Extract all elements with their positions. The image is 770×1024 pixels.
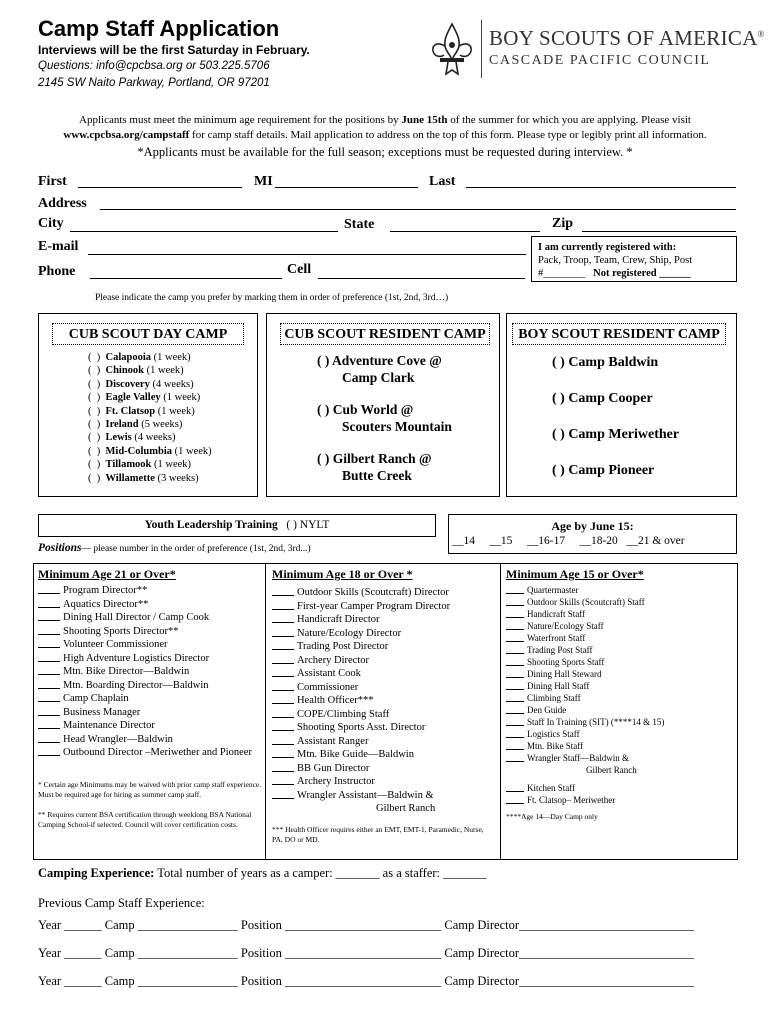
page-title: Camp Staff Application	[38, 16, 280, 41]
cub-day-camp-list	[88, 351, 212, 485]
cub-resident-option[interactable]: ( ) Cub World @ Scouters Mountain	[317, 402, 452, 434]
registration-number-line[interactable]: #________ Not registered ______	[538, 268, 691, 279]
position-option[interactable]: Trading Post Director	[272, 640, 450, 654]
col21-heading: Minimum Age 21 or Over*	[38, 567, 176, 581]
position-option[interactable]: COPE/Climbing Staff	[272, 708, 450, 722]
position-option[interactable]: Outdoor Skills (Scoutcraft) Director	[272, 586, 450, 600]
day-camp-option[interactable]: ( ) Eagle Valley (1 week)	[88, 392, 201, 404]
day-camp-option[interactable]: ( ) Chinook (1 week)	[88, 365, 184, 377]
previous-experience-label: Previous Camp Staff Experience:	[38, 896, 205, 910]
day-camp-option[interactable]: ( ) Tillamook (1 week)	[88, 459, 192, 471]
age-title: Age by June 15:	[551, 519, 634, 533]
experience-row[interactable]: Year ______ Camp ________________ Position _________________________ Camp Director____________________________	[38, 918, 695, 932]
day-camp-option[interactable]: ( ) Lewis (4 weeks)	[88, 432, 176, 444]
bsa-wordmark	[489, 26, 765, 51]
age-option[interactable]: __18-20	[579, 535, 618, 547]
intro-line-1: Applicants must meet the minimum age requirement for the positions by June 15th of the summer for which you are applying. Please visit	[79, 114, 691, 126]
col18-list	[272, 586, 450, 816]
state-label: State	[344, 217, 375, 232]
position-option[interactable]: Mtn. Boarding Director—Baldwin	[38, 679, 252, 693]
position-option[interactable]: Mtn. Bike Staff	[506, 740, 664, 752]
position-option[interactable]: Shooting Sports Director**	[38, 625, 252, 639]
youth-leadership-box	[38, 514, 436, 537]
position-option[interactable]: Wrangler Assistant—Baldwin &	[272, 789, 450, 803]
position-option[interactable]: Camp Chaplain	[38, 692, 252, 706]
address-field[interactable]	[100, 209, 736, 210]
email-field[interactable]	[88, 254, 526, 255]
position-option[interactable]: Program Director**	[38, 584, 252, 598]
col18-heading: Minimum Age 18 or Over *	[272, 567, 413, 581]
contact-info: Questions: info@cpcbsa.org or 503.225.5706	[38, 60, 270, 72]
experience-row[interactable]: Year ______ Camp ________________ Position _________________________ Camp Director____________________________	[38, 946, 695, 960]
last-name-field[interactable]	[466, 187, 736, 188]
position-option[interactable]: Dining Hall Director / Camp Cook	[38, 611, 252, 625]
position-option[interactable]: Staff In Training (SIT) (****14 & 15)	[506, 716, 664, 728]
age-options	[452, 535, 685, 547]
col15-heading: Minimum Age 15 or Over*	[506, 567, 644, 581]
position-option[interactable]: Assistant Ranger	[272, 735, 450, 749]
position-option[interactable]: Wrangler Staff—Baldwin &	[506, 752, 664, 764]
zip-field[interactable]	[582, 231, 736, 232]
position-option[interactable]: Mtn. Bike Director—Baldwin	[38, 665, 252, 679]
registration-unit-types: Pack, Troop, Team, Crew, Ship, Post	[538, 255, 693, 266]
col21-footnote-2: ** Requires current BSA certification through weeklong BSA National Camping School-if selected. Council will cover certification costs.	[38, 810, 252, 829]
registration-box	[531, 236, 737, 282]
age-option[interactable]: __21 & over	[626, 535, 685, 547]
position-option[interactable]: Health Officer***	[272, 694, 450, 708]
position-option[interactable]: BB Gun Director	[272, 762, 450, 776]
position-option[interactable]: Dining Hall Staff	[506, 680, 664, 692]
first-name-label: First	[38, 174, 67, 189]
position-option[interactable]: Business Manager	[38, 706, 252, 720]
not-registered-option[interactable]: Not registered ______	[593, 268, 691, 279]
position-option[interactable]: Logistics Staff	[506, 728, 664, 740]
day-camp-option[interactable]: ( ) Mid-Columbia (1 week)	[88, 445, 212, 457]
col21-list	[38, 584, 252, 760]
camping-experience-line[interactable]: Camping Experience: Total number of years as a camper: _______ as a staffer: _______	[38, 866, 487, 880]
nylt-option[interactable]: ( ) NYLT	[286, 519, 330, 531]
middle-initial-label: MI	[254, 174, 273, 189]
intro-line-2: www.cpcbsa.org/campstaff for camp staff details. Mail application to address on the top of this form. Please type or legibly print all information.	[63, 129, 707, 141]
col15-footnote: ****Age 14—Day Camp only	[506, 812, 598, 821]
position-option[interactable]: Archery Instructor	[272, 775, 450, 789]
position-option[interactable]: Commissioner	[272, 681, 450, 695]
position-option[interactable]: Den Guide	[506, 704, 664, 716]
phone-label: Phone	[38, 264, 76, 279]
position-option[interactable]: Nature/Ecology Director	[272, 627, 450, 641]
ylt-label: Youth Leadership Training	[144, 519, 278, 531]
position-option-continued: Gilbert Ranch	[586, 765, 637, 775]
grid-divider-2	[500, 563, 501, 860]
cub-scout-resident-camp-title: CUB SCOUT RESIDENT CAMP	[280, 323, 490, 345]
city-label: City	[38, 216, 64, 231]
position-option[interactable]: Mtn. Bike Guide—Baldwin	[272, 748, 450, 762]
middle-initial-field[interactable]	[275, 187, 418, 188]
position-option[interactable]: Outdoor Skills (Scoutcraft) Staff	[506, 596, 664, 608]
boy-resident-option[interactable]: ( ) Camp Pioneer	[552, 463, 655, 478]
position-option[interactable]: Archery Director	[272, 654, 450, 668]
bsa-fleur-de-lis-logo	[428, 20, 476, 80]
mailing-address: 2145 SW Naito Parkway, Portland, OR 97201	[38, 77, 270, 89]
org-name: BOY SCOUTS OF AMERICA	[489, 26, 758, 50]
zip-label: Zip	[552, 216, 574, 231]
cub-resident-option[interactable]: ( ) Adventure Cove @ Camp Clark	[317, 353, 442, 385]
experience-row[interactable]: Year ______ Camp ________________ Position _________________________ Camp Director____________________________	[38, 974, 695, 988]
boy-resident-option[interactable]: ( ) Camp Meriwether	[552, 427, 680, 442]
email-label: E-mail	[38, 239, 79, 254]
council-name: CASCADE PACIFIC COUNCIL	[489, 53, 711, 68]
col18-footnote: *** Health Officer requires either an EMT, EMT-1, Paramedic, Nurse, PA, DO or MD.	[272, 825, 484, 844]
boy-resident-option[interactable]: ( ) Camp Baldwin	[552, 355, 659, 370]
position-option[interactable]: Climbing Staff	[506, 692, 664, 704]
position-option[interactable]: Dining Hall Steward	[506, 668, 664, 680]
position-option[interactable]: Nature/Ecology Staff	[506, 620, 664, 632]
boy-resident-option[interactable]: ( ) Camp Cooper	[552, 391, 653, 406]
position-option[interactable]: Quartermaster	[506, 584, 664, 596]
header-divider	[481, 20, 482, 78]
position-option[interactable]: Shooting Sports Staff	[506, 656, 664, 668]
cub-resident-option[interactable]: ( ) Gilbert Ranch @ Butte Creek	[317, 451, 432, 483]
boy-scout-resident-camp-title: BOY SCOUT RESIDENT CAMP	[512, 323, 726, 345]
col15-list	[506, 584, 664, 806]
position-option[interactable]: Maintenance Director	[38, 719, 252, 733]
day-camp-option[interactable]: ( ) Ireland (5 weeks)	[88, 419, 183, 431]
position-option[interactable]: Shooting Sports Asst. Director	[272, 721, 450, 735]
grid-divider-1	[265, 563, 266, 860]
position-option-continued: Gilbert Ranch	[376, 803, 436, 814]
cell-label: Cell	[287, 262, 312, 277]
position-option[interactable]: Trading Post Staff	[506, 644, 664, 656]
position-option[interactable]: Waterfront Staff	[506, 632, 664, 644]
first-name-field[interactable]	[78, 187, 242, 188]
day-camp-option[interactable]: ( ) Calapooia (1 week)	[88, 352, 191, 363]
availability-note: *Applicants must be available for the full season; exceptions must be requested during interview. *	[137, 145, 633, 159]
website-link[interactable]: www.cpcbsa.org/campstaff	[63, 129, 190, 141]
cell-field[interactable]	[318, 278, 525, 279]
address-label: Address	[38, 196, 87, 211]
position-option[interactable]: Head Wrangler—Baldwin	[38, 733, 252, 747]
position-option[interactable]: Volunteer Commissioner	[38, 638, 252, 652]
city-field[interactable]	[70, 231, 338, 232]
cub-scout-day-camp-title: CUB SCOUT DAY CAMP	[52, 323, 244, 345]
interview-note: Interviews will be the first Saturday in February.	[38, 43, 310, 57]
state-field[interactable]	[390, 231, 540, 232]
position-option[interactable]: Ft. Clatsop– Meriwether	[506, 794, 664, 806]
camp-preference-instructions: Please indicate the camp you prefer by marking them in order of preference (1st, 2nd, 3rd…)	[95, 293, 449, 303]
position-option[interactable]: Handicraft Staff	[506, 608, 664, 620]
position-option[interactable]: Kitchen Staff	[506, 782, 664, 794]
position-option[interactable]: Aquatics Director**	[38, 598, 252, 612]
position-option[interactable]: High Adventure Logistics Director	[38, 652, 252, 666]
position-option[interactable]: First-year Camper Program Director	[272, 600, 450, 614]
age-option[interactable]: __14	[452, 535, 475, 547]
position-option[interactable]: Assistant Cook	[272, 667, 450, 681]
position-option[interactable]: Outbound Director –Meriwether and Pioneer	[38, 746, 252, 760]
phone-field[interactable]	[90, 278, 282, 279]
col21-footnote-1: * Certain age Minimums may be waived with prior camp staff experience. Must be required age for hiring as summer camp staff.	[38, 780, 262, 799]
registration-title: I am currently registered with:	[538, 242, 677, 253]
day-camp-option[interactable]: ( ) Ft. Clatsop (1 week)	[88, 405, 195, 417]
position-option[interactable]: Handicraft Director	[272, 613, 450, 627]
last-name-label: Last	[429, 174, 456, 189]
intro-text	[20, 113, 750, 160]
day-camp-option[interactable]: ( ) Willamette (3 weeks)	[88, 472, 199, 484]
age-option[interactable]: __15	[489, 535, 513, 547]
org-registered-mark: ®	[757, 29, 765, 39]
day-camp-option[interactable]: ( ) Discovery (4 weeks)	[88, 378, 194, 390]
age-option[interactable]: __16-17	[526, 535, 566, 547]
positions-heading: Positions— please number in the order of preference (1st, 2nd, 3rd...)	[38, 542, 311, 554]
